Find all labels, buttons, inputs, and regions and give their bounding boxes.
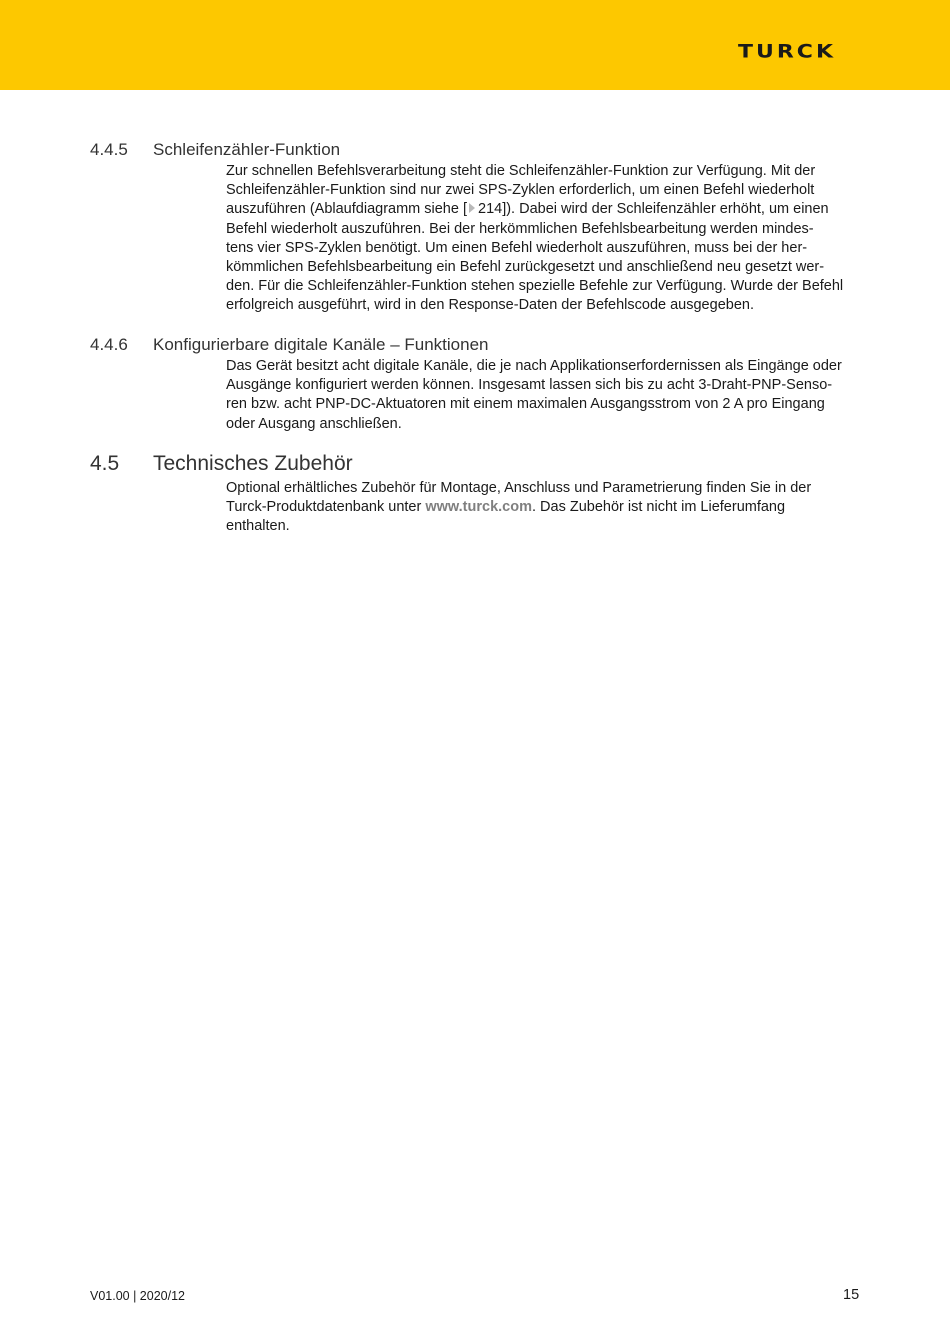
section-heading (90, 449, 870, 479)
body-line: Optional erhältliches Zubehör für Montage, Anschluss und Parametrierung finden Sie in der (226, 480, 812, 496)
section-number: 4.4.6 (90, 335, 128, 354)
page-number: 15 (843, 1287, 860, 1303)
page-reference[interactable]: 214 (478, 201, 503, 218)
section-body (226, 357, 866, 434)
body-text: auszuführen (Ablaufdiagramm siehe [ (226, 201, 467, 218)
turck-website-link[interactable]: www.turck.com (425, 499, 532, 516)
section-heading (90, 333, 870, 357)
body-line: Das Gerät besitzt acht digitale Kanäle, die je nach Applikationserfordernissen als Eingänge oder (226, 358, 842, 374)
body-line-with-link (226, 498, 866, 517)
section-number: 4.5 (90, 452, 120, 475)
section-title: Konfigurierbare digitale Kanäle – Funktionen (153, 335, 489, 354)
body-line: kömmlichen Befehlsbearbeitung ein Befehl zurückgesetzt und anschließend neu gesetzt wer- (226, 259, 825, 276)
body-line: enthalten. (226, 518, 290, 535)
section-4-4-5 (90, 138, 870, 316)
body-line-with-reference (226, 200, 866, 219)
body-line: Zur schnellen Befehlsverarbeitung steht die Schleifenzähler-Funktion zur Verfügung. Mit der (226, 163, 816, 179)
body-text: . Das Zubehör ist nicht im Lieferumfang (532, 499, 786, 516)
section-number: 4.4.5 (90, 140, 128, 159)
section-title: Schleifenzähler-Funktion (153, 140, 341, 159)
body-line: Schleifenzähler-Funktion sind nur zwei SPS-Zyklen erforderlich, um einen Befehl wiederholt (226, 182, 815, 199)
body-text: Turck-Produktdatenbank unter (226, 499, 426, 516)
body-line: Befehl wiederholt auszuführen. Bei der herkömmlichen Befehlsbearbeitung werden mindes- (226, 220, 814, 237)
body-text: ]). Dabei wird der Schleifenzähler erhöht, um einen (502, 201, 829, 218)
section-4-4-6 (90, 333, 870, 434)
section-4-5 (90, 449, 870, 537)
section-body (226, 479, 866, 537)
section-title: Technisches Zubehör (153, 452, 353, 475)
footer-version: V01.00 | 2020/12 (90, 1289, 185, 1303)
body-line: erfolgreich ausgeführt, wird in den Response-Daten der Befehlscode ausgegeben. (226, 297, 754, 314)
section-body (226, 162, 866, 316)
body-line: tens vier SPS-Zyklen benötigt. Um einen Befehl wiederholt auszuführen, muss bei der her- (226, 239, 808, 256)
turck-logo: TURCK (738, 41, 837, 63)
body-line: oder Ausgang anschließen. (226, 415, 402, 432)
page-reference-arrow-icon[interactable] (469, 203, 475, 213)
section-heading (90, 138, 870, 162)
body-line: Ausgänge konfiguriert werden können. Insgesamt lassen sich bis zu acht 3-Draht-PNP-Senso- (226, 377, 833, 394)
body-line: den. Für die Schleifenzähler-Funktion stehen spezielle Befehle zur Verfügung. Wurde der Befehl (226, 278, 844, 295)
body-line: ren bzw. acht PNP-DC-Aktuatoren mit einem maximalen Ausgangsstrom von 2 A pro Eingang (226, 396, 825, 413)
